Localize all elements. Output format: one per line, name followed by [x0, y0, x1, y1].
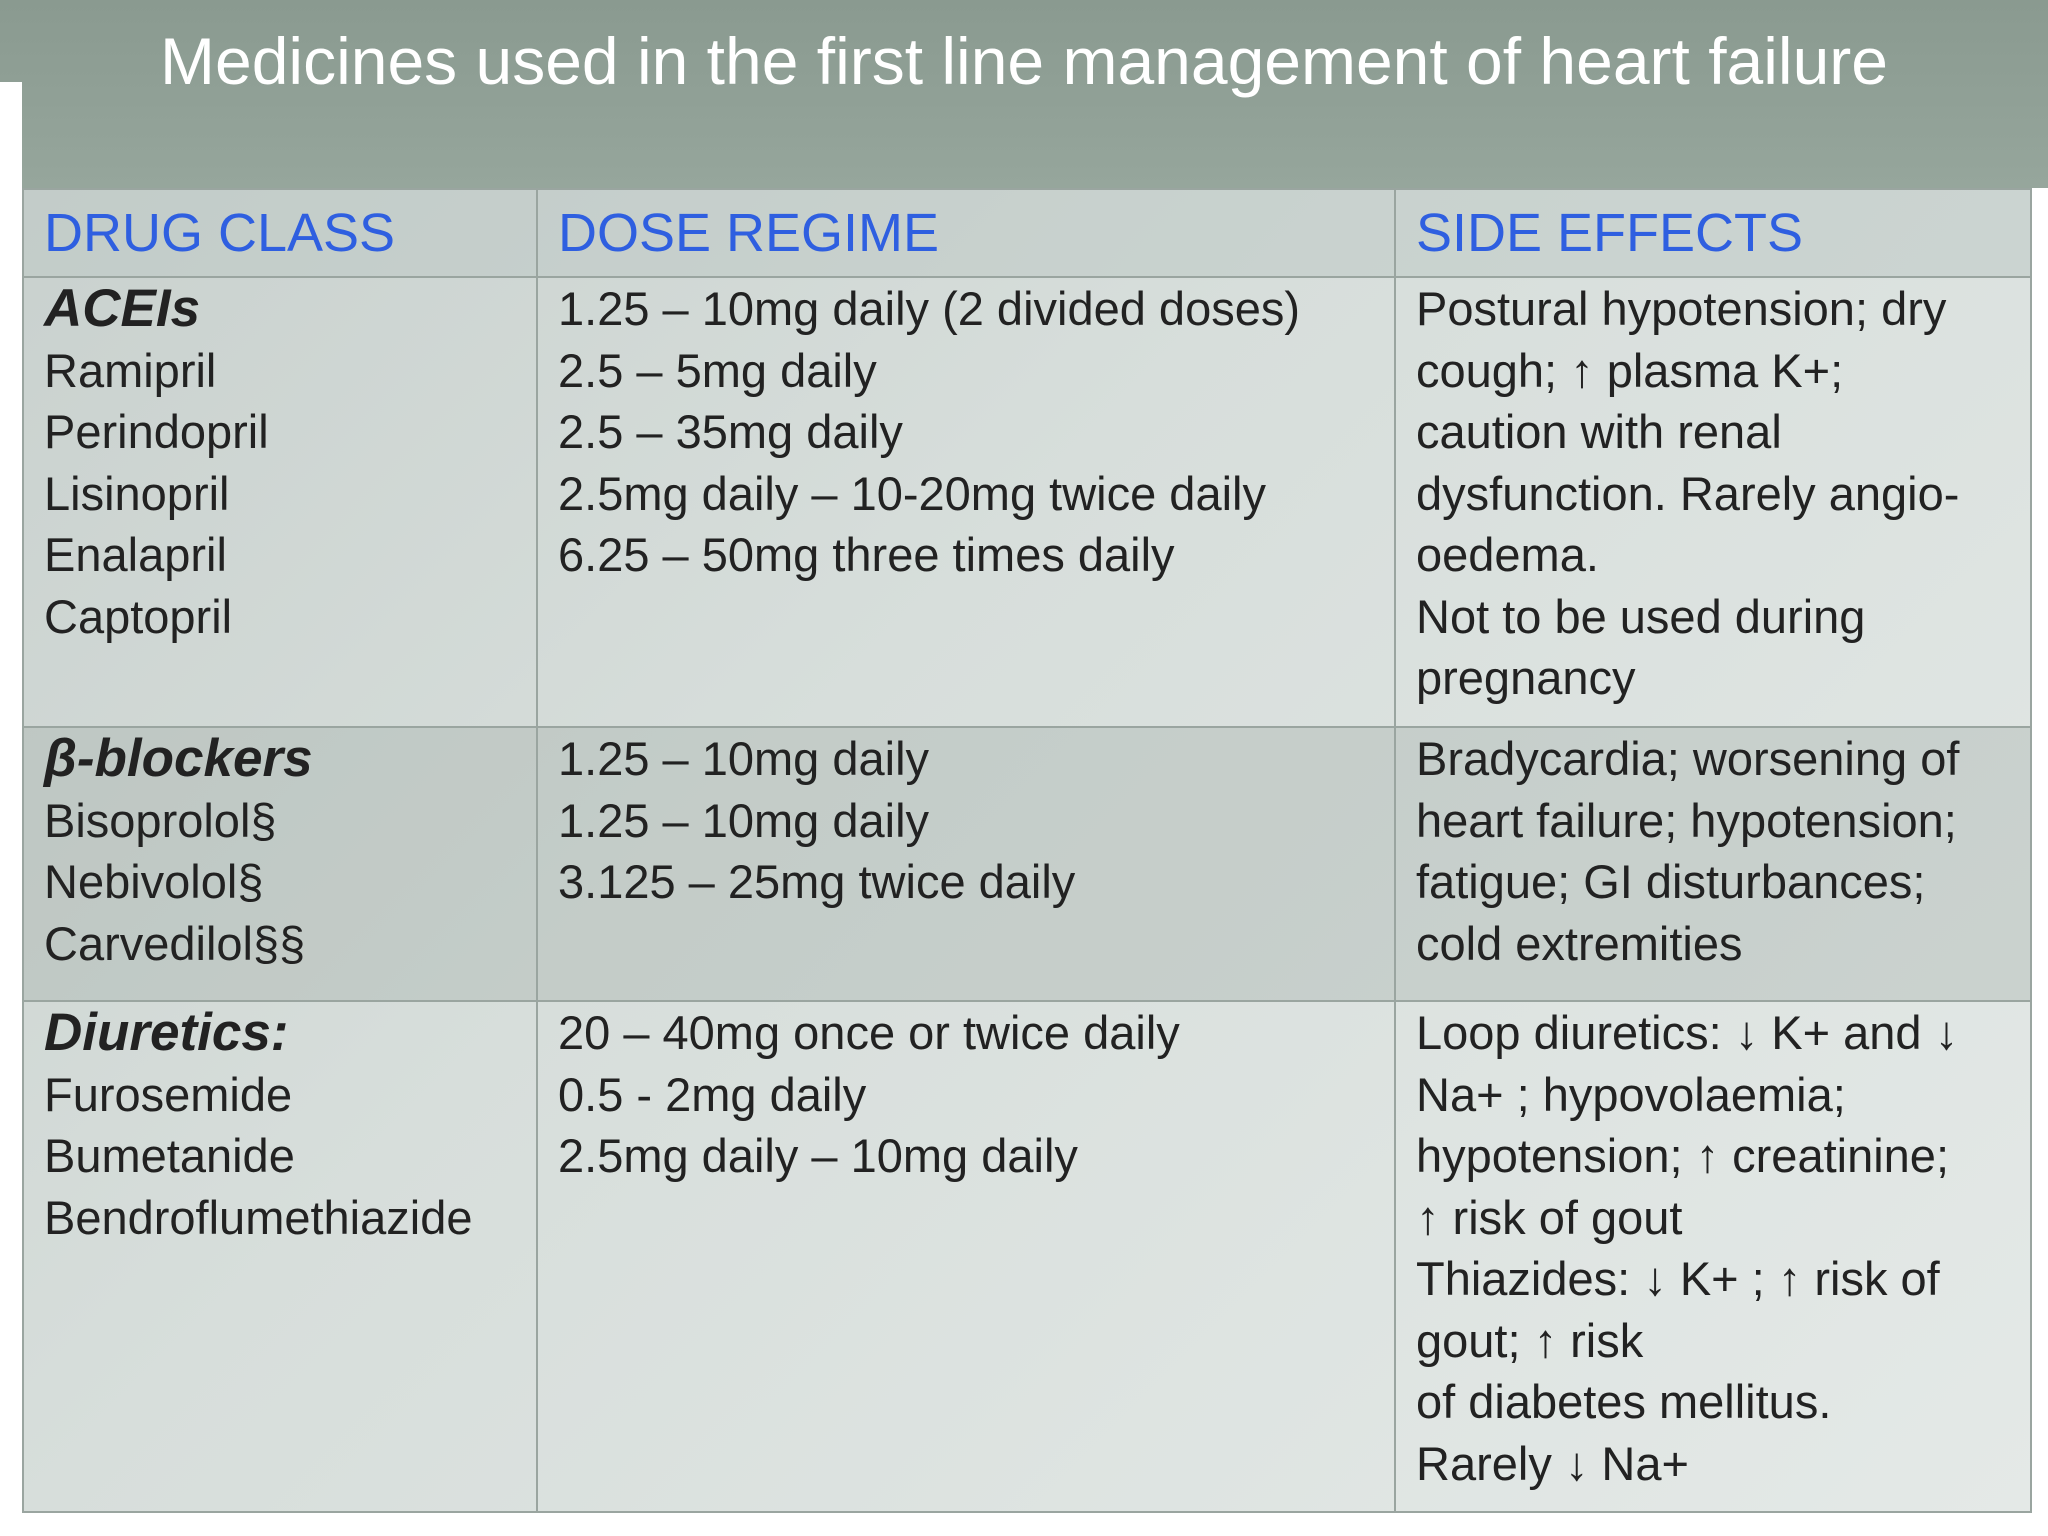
- side-effect-line: Bradycardia; worsening of: [1416, 732, 1960, 785]
- side-effect-line: Thiazides: ↓ K+ ; ↑ risk of: [1416, 1252, 1940, 1305]
- side-effect-line: caution with renal: [1416, 405, 1782, 458]
- drug-name: Furosemide: [44, 1067, 293, 1121]
- side-effects-cell: [1395, 277, 2031, 727]
- side-effect-line: Na+ ; hypovolaemia;: [1416, 1067, 1846, 1121]
- drug-name: Enalapril: [44, 528, 227, 581]
- side-effect-line: Rarely ↓ Na+: [1416, 1436, 1689, 1490]
- dose-line: 6.25 – 50mg three times daily: [558, 528, 1175, 581]
- drug-name: Perindopril: [44, 405, 269, 458]
- table-header-row: [23, 189, 2031, 277]
- drug-name: Captopril: [44, 589, 233, 643]
- drug-class-cell: [23, 727, 537, 1001]
- side-effect-line: Loop diuretics: ↓ K+ and ↓: [1416, 1006, 1959, 1059]
- side-effect-line: oedema.: [1416, 528, 1599, 581]
- side-effect-line: gout; ↑ risk: [1416, 1313, 1644, 1367]
- side-effect-line: cough; ↑ plasma K+;: [1416, 343, 1844, 397]
- dose-regime-cell: [537, 727, 1395, 1001]
- side-effects-cell: [1395, 727, 2031, 1001]
- dose-regime-cell: [537, 1001, 1395, 1512]
- drug-name: Carvedilol§§: [44, 916, 306, 970]
- column-header-drug-class: DRUG CLASS: [23, 189, 537, 277]
- dose-line: 3.125 – 25mg twice daily: [558, 855, 1076, 908]
- side-effect-line: ↑ risk of gout: [1416, 1190, 1683, 1244]
- dose-line: 2.5 – 35mg daily: [558, 405, 903, 458]
- dose-line: 2.5 – 5mg daily: [558, 343, 877, 397]
- drug-class-cell: [23, 1001, 537, 1512]
- dose-line: 2.5mg daily – 10-20mg twice daily: [558, 466, 1266, 520]
- side-effect-line: Postural hypotension; dry: [1416, 282, 1947, 335]
- table-row-beta-blockers: [23, 727, 2031, 1001]
- dose-line: 1.25 – 10mg daily: [558, 793, 930, 847]
- drug-name: Lisinopril: [44, 466, 230, 520]
- side-effect-line: heart failure; hypotension;: [1416, 793, 1957, 847]
- drug-name: Nebivolol§: [44, 855, 264, 908]
- drug-table: [22, 188, 2032, 1513]
- drug-name: Bendroflumethiazide: [44, 1190, 473, 1244]
- side-effect-line: Not to be used during: [1416, 589, 1866, 643]
- drug-class-cell: [23, 277, 537, 727]
- drug-name: Ramipril: [44, 343, 217, 397]
- table-row-aceis: [23, 277, 2031, 727]
- column-header-side-effects: SIDE EFFECTS: [1395, 189, 2031, 277]
- dose-line: 1.25 – 10mg daily: [558, 732, 930, 785]
- side-effect-line: dysfunction. Rarely angio-: [1416, 466, 1960, 520]
- column-header-dose-regime: DOSE REGIME: [537, 189, 1395, 277]
- drug-name: Bisoprolol§: [44, 793, 277, 847]
- side-effects-cell: [1395, 1001, 2031, 1512]
- side-effect-line: cold extremities: [1416, 916, 1743, 970]
- drug-class-name: ACEIs: [44, 279, 201, 338]
- slide-header-notch: [0, 82, 22, 202]
- drug-class-name: Diuretics:: [44, 1003, 289, 1062]
- dose-regime-cell: [537, 277, 1395, 727]
- dose-line: 0.5 - 2mg daily: [558, 1067, 867, 1121]
- slide-title: Medicines used in the first line management of heart failure: [160, 24, 1888, 98]
- side-effect-line: hypotension; ↑ creatinine;: [1416, 1129, 1949, 1182]
- drug-table-container: [22, 188, 2030, 1513]
- dose-line: 20 – 40mg once or twice daily: [558, 1006, 1180, 1059]
- side-effect-line: pregnancy: [1416, 651, 1636, 704]
- dose-line: 1.25 – 10mg daily (2 divided doses): [558, 282, 1300, 335]
- table-row-diuretics: [23, 1001, 2031, 1512]
- dose-line: 2.5mg daily – 10mg daily: [558, 1129, 1078, 1182]
- drug-class-name: β-blockers: [44, 729, 313, 788]
- side-effect-line: fatigue; GI disturbances;: [1416, 855, 1926, 908]
- side-effect-line: of diabetes mellitus.: [1416, 1375, 1832, 1428]
- drug-name: Bumetanide: [44, 1129, 295, 1182]
